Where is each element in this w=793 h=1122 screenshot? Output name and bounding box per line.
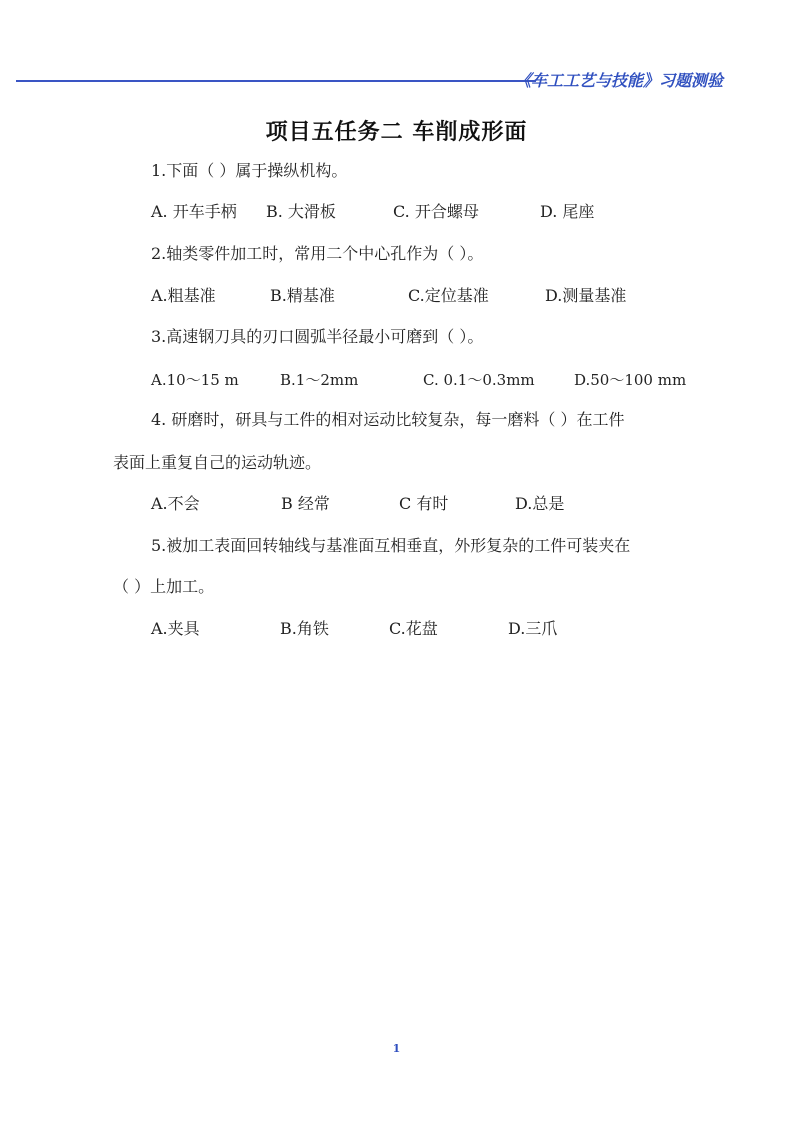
page-number: 1 [392, 1042, 401, 1055]
question-3-option-d: D.50～100 mm [574, 371, 687, 389]
question-3-option-b: B.1～2mm [280, 371, 359, 389]
question-5-option-c: C.花盘 [389, 619, 438, 638]
question-5-stem-line2: （ ）上加工。 [113, 577, 215, 596]
question-1-option-a: A. 开车手柄 [151, 202, 237, 221]
question-1-option-d: D. 尾座 [540, 202, 595, 221]
question-5-stem-line1: 5.被加工表面回转轴线与基准面互相垂直，外形复杂的工件可装夹在 [151, 536, 631, 555]
question-2-option-d: D.测量基准 [545, 286, 627, 305]
question-4-option-b: B 经常 [281, 494, 330, 513]
header-rule [16, 80, 536, 82]
header-title: 《车工工艺与技能》习题测验 [514, 71, 723, 90]
question-2-option-c: C.定位基准 [408, 286, 489, 305]
question-4-option-c: C 有时 [399, 494, 449, 513]
question-1-option-b: B. 大滑板 [266, 202, 336, 221]
question-4-stem-line1: 4. 研磨时，研具与工件的相对运动比较复杂，每一磨料（ ）在工件 [151, 410, 625, 429]
question-4-option-a: A.不会 [151, 494, 200, 513]
question-2-option-b: B.精基准 [270, 286, 335, 305]
question-3-option-c: C. 0.1～0.3mm [423, 371, 535, 389]
question-2-option-a: A.粗基准 [151, 286, 216, 305]
question-5-option-a: A.夹具 [151, 619, 200, 638]
question-1-stem: 1.下面（ ）属于操纵机构。 [151, 161, 348, 180]
question-1-option-c: C. 开合螺母 [393, 202, 479, 221]
question-3-option-a: A.10～15 m [151, 371, 239, 389]
question-5-option-b: B.角铁 [280, 619, 329, 638]
question-4-option-d: D.总是 [515, 494, 565, 513]
page-title: 项目五任务二 车削成形面 [265, 120, 528, 145]
question-5-option-d: D.三爪 [508, 619, 558, 638]
question-2-stem: 2.轴类零件加工时，常用二个中心孔作为（ ）。 [151, 244, 484, 263]
question-3-stem: 3.高速钢刀具的刃口圆弧半径最小可磨到（ ）。 [151, 327, 484, 346]
question-4-stem-line2: 表面上重复自己的运动轨迹。 [113, 453, 322, 472]
